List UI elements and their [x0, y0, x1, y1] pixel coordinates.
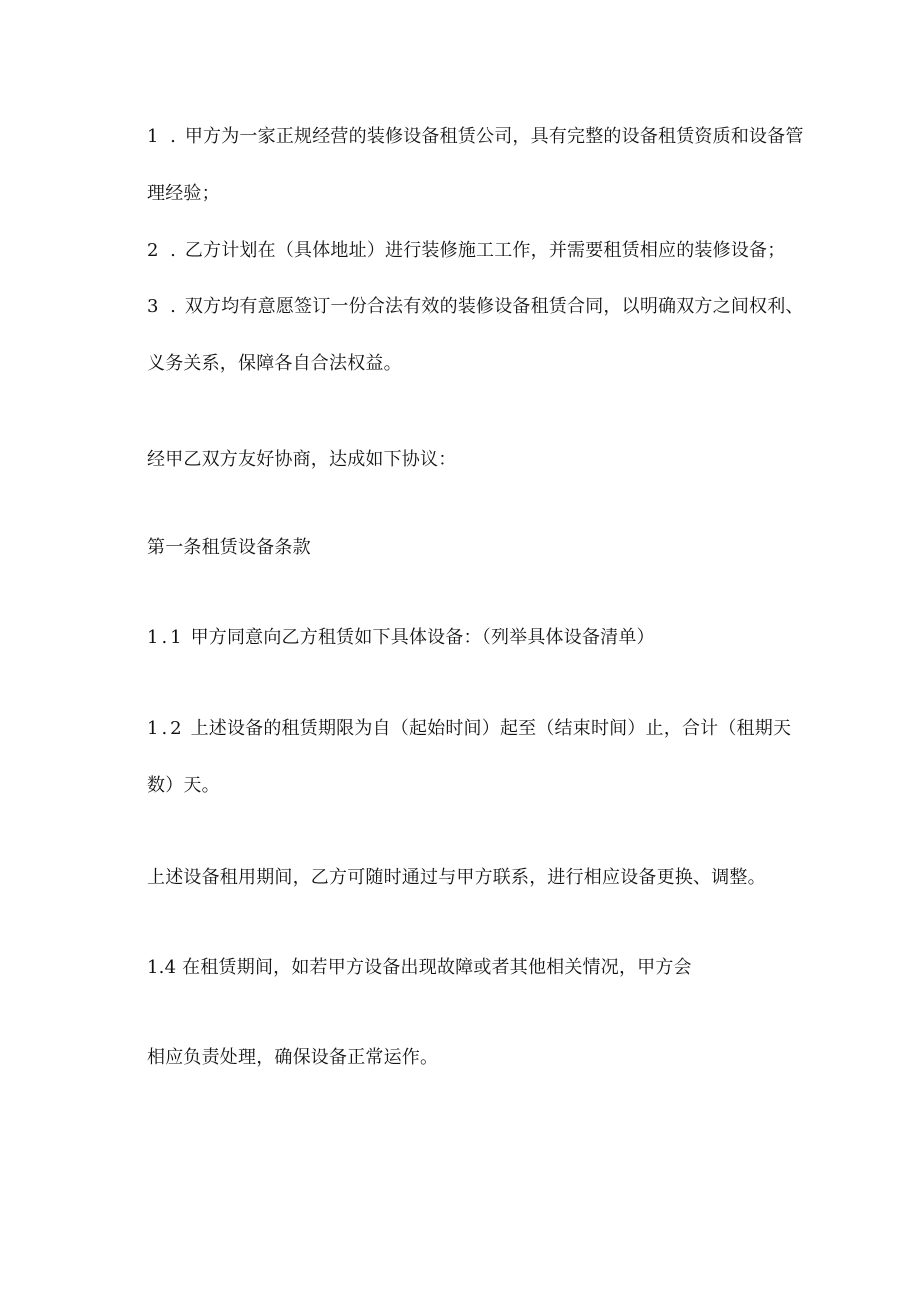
clause-1-1: [147, 626, 655, 650]
clause-number: 1.4: [147, 957, 177, 978]
paragraph-2: [147, 239, 785, 263]
paragraph-3-continuation: 义务关系，保障各自合法权益。: [147, 353, 402, 374]
item-number: 3 .: [147, 296, 179, 317]
clause-text: 在租赁期间，如若甲方设备出现故障或者其他相关情况，甲方会: [182, 957, 692, 978]
paragraph-1: [147, 125, 804, 149]
paragraph-text: 乙方计划在（具体地址）进行装修施工工作，并需要租赁相应的装修设备；: [184, 240, 786, 261]
clause-1-4: [147, 956, 692, 980]
clause-1-3: 上述设备租用期间，乙方可随时通过与甲方联系，进行相应设备更换、调整。: [147, 867, 766, 888]
clause-number: 1.1: [147, 627, 185, 648]
agreement-intro: 经甲乙双方友好协商，达成如下协议：: [147, 449, 457, 470]
clause-number: 1.2: [147, 718, 185, 739]
article-1-heading: 第一条租赁设备条款: [147, 537, 311, 558]
clause-1-2-continuation: 数）天。: [147, 775, 220, 796]
paragraph-text: 甲方为一家正规经营的装修设备租赁公司，具有完整的设备租赁资质和设备管: [184, 126, 804, 147]
paragraph-3: [147, 295, 804, 319]
item-number: 2 .: [147, 240, 179, 261]
item-number: 1 .: [147, 126, 179, 147]
paragraph-text: 双方均有意愿签订一份合法有效的装修设备租赁合同，以明确双方之间权利、: [184, 296, 804, 317]
clause-1-2: [147, 717, 791, 741]
clause-text: 上述设备的租赁期限为自（起始时间）起至（结束时间）止，合计（租期天: [190, 718, 792, 739]
paragraph-1-continuation: 理经验；: [147, 183, 220, 204]
clause-1-4-continuation: 相应负责处理，确保设备正常运作。: [147, 1047, 439, 1068]
clause-text: 甲方同意向乙方租赁如下具体设备：（列举具体设备清单）: [190, 627, 655, 648]
